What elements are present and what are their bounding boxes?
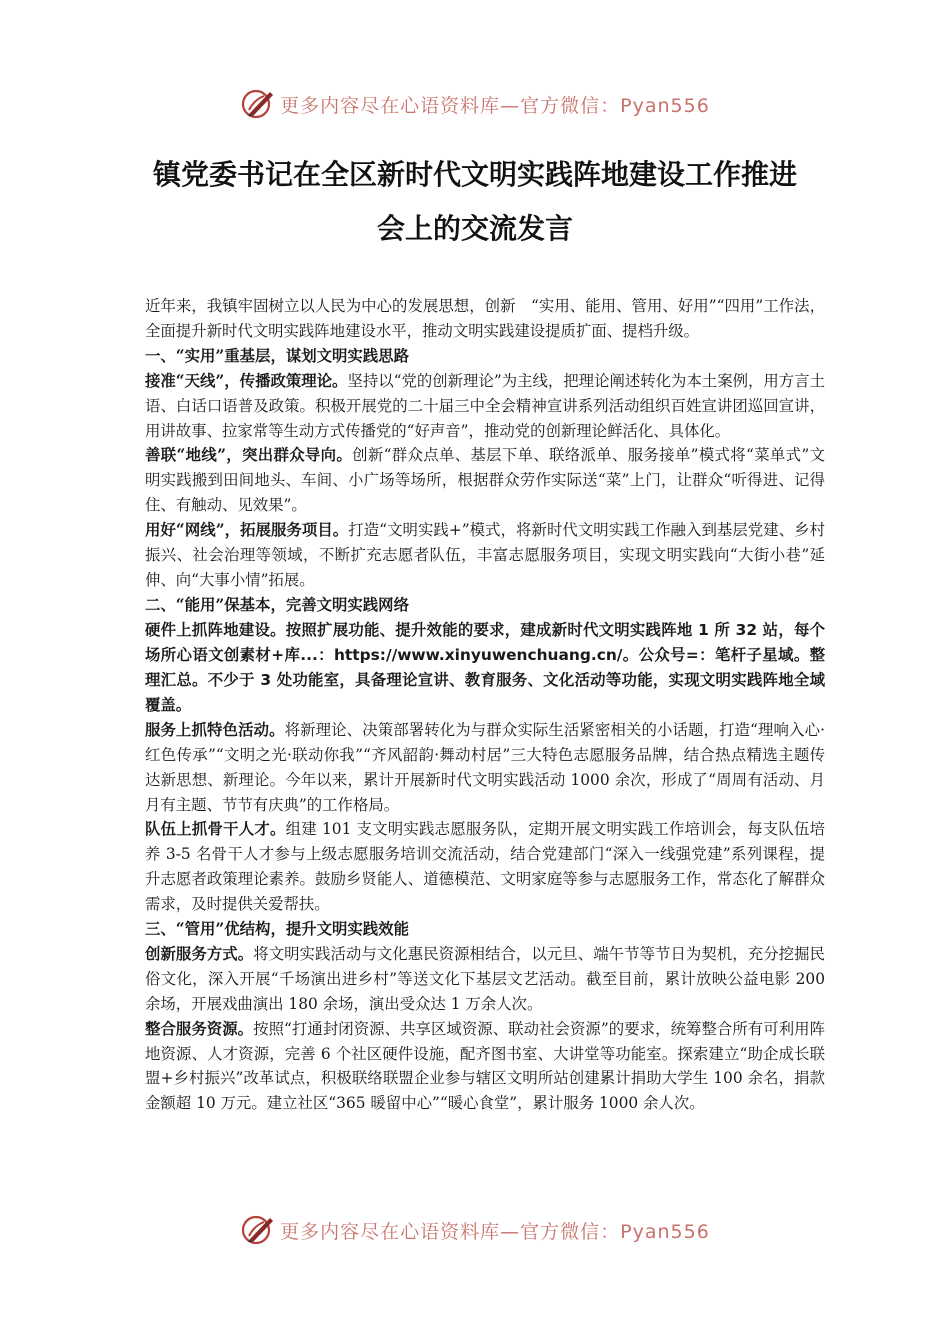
paragraph-text: 坚持以“党的创新理论”为主线，把理论阐述转化为本土案例，用方言土语、白话口语普及政策。积极开展党的二十届三中全会精神宣讲系列活动组织百姓宣讲团巡回宣讲，用讲故事、拉家常等生动方式传播党的“好声音”，推动党的创新理论鲜活化、具体化。 [145, 371, 825, 440]
paragraph-lead: 用好“网线”，拓展服务项目。 [145, 521, 349, 540]
paragraph [145, 443, 825, 518]
paragraph-text: 按照“打通封闭资源、共享区域资源、联动社会资源”的要求，统筹整合所有可利用阵地资源、人才资源，完善 6 个社区硬件设施，配齐图书室、大讲堂等功能室。探索建立“助企成长联盟+乡村振兴”改革试点，积极联络联盟企业参与辖区文明所站创建累计捐助大学生 100 余名，捐款金额超 10 万元。建立社区“365 暖留中心”“暖心食堂”，累计服务 1000 余人次。 [145, 1019, 825, 1113]
paragraph-lead: 队伍上抓骨干人才。 [145, 820, 286, 839]
paragraph [145, 718, 825, 818]
intro-paragraph: 近年来，我镇牢固树立以人民为中心的发展思想，创新 “实用、能用、管用、好用”“四用”工作法，全面提升新时代文明实践阵地建设水平，推动文明实践建设提质扩面、提档升级。 [145, 297, 825, 340]
paragraph-lead: 接准“天线”，传播政策理论。 [145, 371, 348, 390]
section-1-heading: 一、“实用”重基层，谋划文明实践思路 [145, 346, 409, 365]
title-line-2: 会上的交流发言 [376, 212, 573, 245]
document-title [100, 148, 850, 256]
paragraph-lead: 整合服务资源。 [145, 1019, 254, 1038]
paragraph [145, 817, 825, 917]
paragraph-text: 组建 101 支文明实践志愿服务队，定期开展文明实践工作培训会，每支队伍培养 3-5 名骨干人才参与上级志愿服务培训交流活动，结合党建部门“深入一线强党建”系列课程，提升志愿者政策理论素养。鼓励乡贤能人、道德模范、文明家庭等参与志愿服务工作，常态化了解群众需求，及时提供关爱帮扶。 [145, 820, 825, 914]
banner-text: 更多内容尽在心语资料库—官方微信：Pyan556 [280, 1220, 710, 1243]
paragraph-text: 将文明实践活动与文化惠民资源相结合，以元旦、端午节等节日为契机，充分挖掘民俗文化，深入开展“千场演出进乡村”等送文化下基层文艺活动。截至目前，累计放映公益电影 200 余场，开展戏曲演出 180 余场，演出受众达 1 万余人次。 [145, 944, 825, 1013]
paragraph-text: 创新“群众点单、基层下单、联络派单、服务接单”模式将“菜单式”文明实践搬到田间地头、车间、小广场等场所，根据群众劳作实际送“菜”上门，让群众“听得进、记得住、有触动、见效果”。 [145, 446, 825, 515]
paragraph [145, 518, 825, 593]
paragraph [145, 1017, 825, 1117]
paragraph-lead: 创新服务方式。 [145, 944, 254, 963]
paragraph-lead: 善联“地线”，突出群众导向。 [145, 446, 353, 465]
paragraph-lead: 服务上抓特色活动。 [145, 720, 285, 739]
paragraph-bold: 硬件上抓阵地建设。按照扩展功能、提升效能的要求，建成新时代文明实践阵地 1 所 32 站，每个场所心语文创素材+库...：https://www.xinyuwenchuang.cn/。公众号=：笔杆子星域。整理汇总。不少于 3 处功能室，具备理论宣讲、教育服务、文化活动等功能，实现文明实践阵地全域覆盖。 [145, 620, 825, 714]
paragraph-text: 打造“文明实践+”模式，将新时代文明实践工作融入到基层党建、乡村振兴、社会治理等领域，不断扩充志愿者队伍，丰富志愿服务项目，实现文明实践向“大街小巷”延伸、向“大事小情”拓展。 [145, 521, 825, 589]
document-body [145, 294, 825, 1116]
paragraph [145, 942, 825, 1017]
pen-logo-icon [240, 86, 276, 122]
pen-logo-icon [240, 1212, 276, 1248]
paragraph-text: 将新理论、决策部署转化为与群众实际生活紧密相关的小话题，打造“理响入心·红色传承”“文明之光·联动你我”“齐风韶韵·舞动村居”三大特色志愿服务品牌，结合热点精选主题传达新思想、新理论。今年以来，累计开展新时代文明实践活动 1000 余次，形成了“周周有活动、月月有主题、节节有庆典”的工作格局。 [145, 720, 825, 814]
title-line-1: 镇党委书记在全区新时代文明实践阵地建设工作推进 [152, 158, 797, 191]
section-3-heading: 三、“管用”优结构，提升文明实践效能 [145, 920, 409, 939]
banner-text: 更多内容尽在心语资料库—官方微信：Pyan556 [280, 94, 710, 117]
section-2-heading: 二、“能用”保基本，完善文明实践网络 [145, 595, 409, 614]
watermark-banner-top [0, 84, 950, 124]
paragraph [145, 369, 825, 444]
watermark-banner-bottom [0, 1210, 950, 1250]
